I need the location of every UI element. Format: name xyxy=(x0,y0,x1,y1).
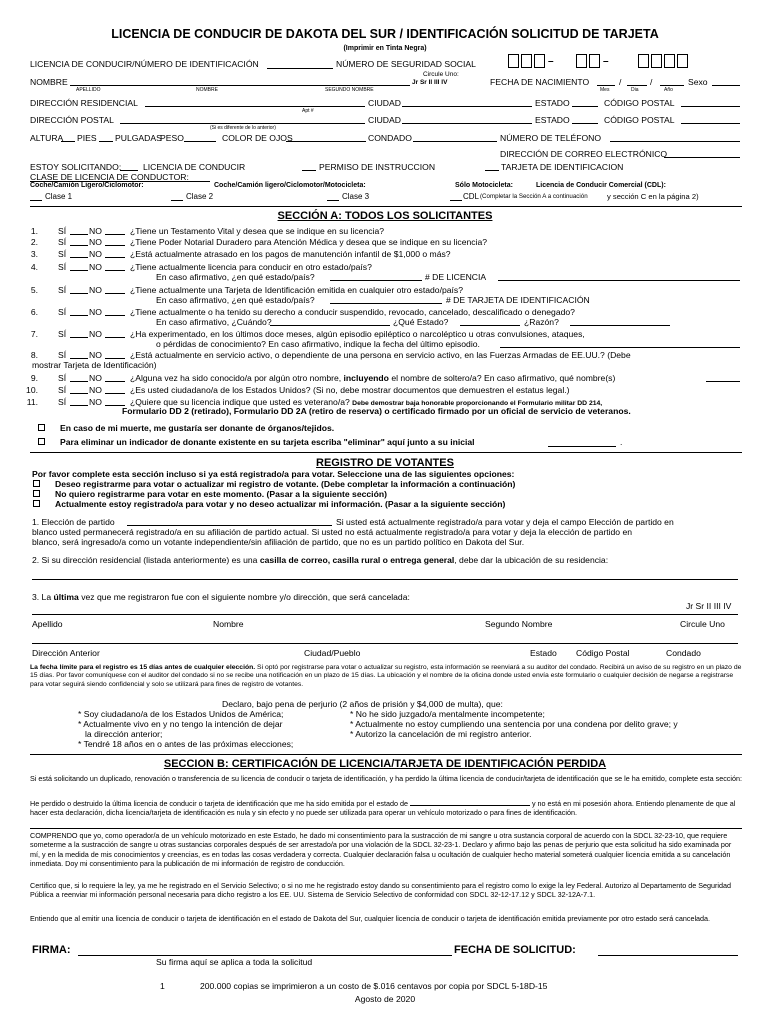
voter-intro: Por favor complete esta sección incluso si ya está registrado/a para votar. Seleccione una de las siguientes opciones: xyxy=(32,469,515,479)
yes-label: SÍ xyxy=(58,285,67,295)
declaration-5: * Actualmente no estoy cumpliendo una sentencia por una condena por delito grave; y xyxy=(350,719,678,729)
prior-apellido-caption: Apellido xyxy=(32,619,63,629)
prior-address-field[interactable] xyxy=(32,643,738,644)
prior-city-caption: Ciudad/Pueblo xyxy=(304,648,361,658)
prior-county-caption: Condado xyxy=(666,648,701,658)
phone-label: NÚMERO DE TELÉFONO xyxy=(500,133,602,143)
voter-title: REGISTRO DE VOTANTES xyxy=(316,457,454,469)
yes-blank[interactable] xyxy=(70,293,88,294)
question-text-1: ¿Tiene un Testamento Vital y desea que se indique en su licencia? xyxy=(130,226,384,236)
party-note-2: blanco usted permanecerá registrado/a en su afiliación de partido actual. Si usted no está actualmente registrado/a para votar y deja la elección de partido en xyxy=(32,527,633,537)
question-number: 11. xyxy=(26,397,38,407)
page-number: 1 xyxy=(160,981,165,991)
declaration-3: * Tendré 18 años en o antes de las próximas elecciones; xyxy=(78,739,294,749)
option-permit-blank[interactable] xyxy=(302,170,316,171)
implied-consent-text: COMPRENDO que yo, como operador/a de un vehículo motorizado en este Estado, he dado mi consentimiento para la sustracción de mi sangre u otra sustancia corporal de acuerdo con la SDCL 32-23-10, que requiere someterme a la sustracción de sangre u otras sustancias corporales después de ser arrestado/a por una violación de la SDCL 32-23-1. Declaro y afirmo bajo las penas de perjurio que esta solicitud ha sido examinada por mí, y en la medida de mis conocimientos y creencias, es en todas las cosas verdadera y correcta. Cualquier declaración falsa u ocultación de cualquier hecho material someterá cualquier licencia emitida a su cancelación inmediata. Doy mi consentimiento para la publicación de mi información de registro de conducción. xyxy=(30,831,732,869)
question-number: 8. xyxy=(30,350,38,360)
phone-field[interactable] xyxy=(610,141,740,142)
signature-field[interactable] xyxy=(78,955,452,956)
q4-license-field[interactable] xyxy=(498,280,740,281)
declaration-1: * Soy ciudadano/a de los Estados Unidos de América; xyxy=(78,709,284,719)
postal-zip-label: CÓDIGO POSTAL xyxy=(604,115,675,125)
no-label: NO xyxy=(89,397,102,407)
question-number: 1. xyxy=(30,226,38,236)
prior-name-field[interactable] xyxy=(32,614,738,615)
mes-caption: Mes xyxy=(600,87,610,93)
prior-segundo-caption: Segundo Nombre xyxy=(485,619,553,629)
cdl-blank[interactable] xyxy=(450,200,462,201)
signature-note: Su firma aquí se aplica a toda la solicitud xyxy=(156,957,313,967)
postal-state-label: ESTADO xyxy=(535,115,570,125)
prior-circule-caption: Circule Uno xyxy=(680,619,725,629)
q4-license-label: # DE LICENCIA xyxy=(425,272,487,282)
class3-heading: Sólo Motocicleta: xyxy=(455,182,513,189)
option-license-blank[interactable] xyxy=(120,170,138,171)
prior-zip-caption: Código Postal xyxy=(576,648,630,658)
section-b-title: SECCION B: CERTIFICACIÓN DE LICENCIA/TARJETA DE IDENTIFICACIÓN PERDIDA xyxy=(163,758,607,770)
email-field[interactable] xyxy=(664,157,740,158)
license-number-label: LICENCIA DE CONDUCIR/NÚMERO DE IDENTIFICACIÓN xyxy=(30,59,259,69)
res-zip-label: CÓDIGO POSTAL xyxy=(604,98,675,108)
section-b-intro: Si está solicitando un duplicado, renovación o transferencia de su licencia de conducir o tarjeta de identificación, y ha perdido la última licencia de conducir/tarjeta de identificación que se le ha emitido, complete esta sección: xyxy=(30,774,742,783)
yes-blank[interactable] xyxy=(70,234,88,235)
class2-blank[interactable] xyxy=(171,200,183,201)
question-number: 7. xyxy=(30,329,38,339)
res-city-field[interactable] xyxy=(402,106,532,107)
option-license-label: LICENCIA DE CONDUCIR xyxy=(143,162,246,172)
registration-deadline-notice: La fecha límite para el registro es 15 días antes de cualquier elección. Si optó por registrarse para votar o actualizar su registro, esta información se reenviará a su auditor del condado. Recibirá un aviso de su registro en un plazo de 15 días. Por favor comuníquese con el auditor del condado si no se recibe una notificación en un plazo de 15 días. La ubicación y el nombre de la oficina donde usted envía este formulario o cualquier decisión de negarse a registrarse para votar seguirá siendo confidencial y solo se utilizará para fines de registro de votantes. xyxy=(30,664,742,688)
class1-blank[interactable] xyxy=(30,200,42,201)
application-date-label: FECHA DE SOLICITUD: xyxy=(454,944,576,956)
res-state-field[interactable] xyxy=(572,106,598,107)
dob-month-field[interactable] xyxy=(597,85,615,86)
dob-label: FECHA DE NACIMIENTO xyxy=(490,77,590,87)
q7-line-2: o pérdidas de conocimiento? En caso afirmativo, indique la fecha del último episodio. xyxy=(156,339,480,349)
q6-reason-field[interactable] xyxy=(570,325,670,326)
cdl-note-2: y sección C en la página 2) xyxy=(607,192,699,201)
residential-address-label: DIRECCIÓN RESIDENCIAL xyxy=(30,98,138,108)
option-permit-label: PERMISO DE INSTRUCCION xyxy=(319,162,436,172)
question-number: 5. xyxy=(30,285,38,295)
no-blank[interactable] xyxy=(105,293,125,294)
dob-day-field[interactable] xyxy=(627,85,647,86)
res-city-label: CIUDAD xyxy=(368,98,401,108)
declaration-2: * Actualmente vivo en y no tengo la intención de dejar xyxy=(78,719,283,729)
revision-date: Agosto de 2020 xyxy=(354,994,416,1004)
remove-donor-text: Para eliminar un indicador de donante existente en su tarjeta escriba "eliminar" aquí junto a su inicial xyxy=(60,437,475,447)
yes-blank[interactable] xyxy=(70,393,88,394)
yes-label: SÍ xyxy=(58,249,67,259)
weight-field[interactable] xyxy=(184,141,216,142)
no-blank[interactable] xyxy=(105,393,125,394)
question-number: 2. xyxy=(30,237,38,247)
no-blank[interactable] xyxy=(105,337,125,338)
postal-city-label: CIUDAD xyxy=(368,115,401,125)
prior-address-caption: Dirección Anterior xyxy=(32,648,100,658)
declaration-4: * No he sido juzgado/a mentalmente incompetente; xyxy=(350,709,545,719)
no-blank[interactable] xyxy=(105,245,125,246)
yes-blank[interactable] xyxy=(70,405,88,406)
divider xyxy=(30,828,742,829)
yes-blank[interactable] xyxy=(70,270,88,271)
apt-caption: Apt # xyxy=(302,108,314,114)
party-choice-label: 1. Elección de partido xyxy=(32,517,115,527)
prior-state-caption: Estado xyxy=(530,648,557,658)
q8-line-2: mostrar Tarjeta de Identificación) xyxy=(32,360,157,370)
cdl-heading: Licencia de Conducir Comercial (CDL): xyxy=(536,182,666,189)
q6-state-field[interactable] xyxy=(460,325,520,326)
apellido-caption: APELLIDO xyxy=(76,87,101,93)
circle-one-label: Circule Uno: xyxy=(423,71,459,78)
q7-date-field[interactable] xyxy=(500,347,740,348)
segundo-nombre-caption: SEGUNDO NOMBRE xyxy=(325,87,374,93)
prior-suffix-options[interactable]: Jr Sr II III IV xyxy=(686,601,732,611)
application-date-field[interactable] xyxy=(598,955,738,956)
question-text-5: ¿Tiene actualmente una Tarjeta de Identificación emitida en cualquier otro estado/país? xyxy=(130,285,463,295)
no-blank[interactable] xyxy=(105,358,125,359)
selective-service-text: Certifico que, si lo requiere la ley, ya me he registrado en el Servicio Selectivo; o si no me he registrado estoy dando su consentimiento para el registro como lo exige la ley Federal. Autorizo al Departamento de Seguridad Pública a reenviar mi información personal necesaria para dicho registro a los EE. UU. Sistema de Servicio Selectivo de conformidad con SDCL 32-12-17.12 y SDCL 32-12A-7.1. xyxy=(30,881,732,900)
yes-blank[interactable] xyxy=(70,337,88,338)
question-text-9: ¿Alguna vez ha sido conocido/a por algún otro nombre, incluyendo el nombre de soltero/a? En caso afirmativo, qué nombre(s) xyxy=(130,373,616,383)
res-state-label: ESTADO xyxy=(535,98,570,108)
ssn-label: NÚMERO DE SEGURIDAD SOCIAL xyxy=(336,59,476,69)
yes-label: SÍ xyxy=(58,262,67,272)
postal-address-field[interactable] xyxy=(120,123,365,124)
license-class-label: CLASE DE LICENCIA DE CONDUCTOR: xyxy=(30,172,189,182)
yes-blank[interactable] xyxy=(70,315,88,316)
class3-label: Clase 3 xyxy=(342,192,370,201)
prior-registration-label: 3. La última vez que me registraron fue con el siguiente nombre y/o dirección, que será cancelada: xyxy=(32,592,410,602)
question-number: 10. xyxy=(26,385,38,395)
rural-address-label: 2. Si su dirección residencial (listada anteriormente) es una casilla de correo, casilla rural o entrega general, debe dar la ubicación de su residencia: xyxy=(32,555,609,565)
yes-label: SÍ xyxy=(58,329,67,339)
no-label: NO xyxy=(89,350,102,360)
postal-zip-field[interactable] xyxy=(681,123,740,124)
dia-caption: Dia xyxy=(631,87,639,93)
height-label: ALTURA xyxy=(30,133,64,143)
yes-label: SÍ xyxy=(58,373,67,383)
no-blank[interactable] xyxy=(105,381,125,382)
q6-reason-label: ¿Razón? xyxy=(524,317,559,327)
lost-license-state-field[interactable] xyxy=(410,805,530,806)
res-zip-field[interactable] xyxy=(681,106,740,107)
q4-state-field[interactable] xyxy=(330,280,422,281)
organ-donor-text: En caso de mi muerte, me gustaría ser donante de órganos/tejidos. xyxy=(60,423,335,433)
postal-address-label: DIRECCIÓN POSTAL xyxy=(30,115,114,125)
party-note-1: Si usted está actualmente registrado/a para votar y deja el campo Elección de partido en xyxy=(336,517,674,527)
other-names-field[interactable] xyxy=(706,381,740,382)
no-label: NO xyxy=(89,385,102,395)
question-number: 9. xyxy=(30,373,38,383)
yes-blank[interactable] xyxy=(70,257,88,258)
yes-label: SÍ xyxy=(58,397,67,407)
license-number-field[interactable] xyxy=(267,68,333,69)
question-number: 4. xyxy=(30,262,38,272)
q5-state-field[interactable] xyxy=(330,303,442,304)
name-suffix-options[interactable]: Jr Sr II III IV xyxy=(412,79,448,86)
question-text-3: ¿Está actualmente atrasado en los pagos de manutención infantil de $1,000 o más? xyxy=(130,249,451,259)
sexo-field[interactable] xyxy=(712,85,740,86)
q5-state-label: En caso afirmativo, ¿en qué estado/país? xyxy=(156,295,315,305)
cdl-note: (Completar la Sección A a continuación xyxy=(480,193,588,200)
question-number: 3. xyxy=(30,249,38,259)
question-text-7: ¿Ha experimentado, en los últimos doce meses, algún episodio epiléptico o narcoléptico u otras convulsiones, ataques, xyxy=(130,329,585,339)
county-label: CONDADO xyxy=(368,133,412,143)
county-field[interactable] xyxy=(413,141,497,142)
inches-label: PULGADAS xyxy=(115,133,162,143)
question-text-8: ¿Está actualmente en servicio activo, o dependiente de una persona en servicio activo, en las Fuerzas Armadas de EE.UU.? (Debe xyxy=(130,350,631,360)
class1-heading: Coche/Camión Ligero/Ciclomotor: xyxy=(30,182,144,189)
sexo-label: Sexo xyxy=(688,77,708,87)
postal-state-field[interactable] xyxy=(572,123,598,124)
voter-option-2-checkbox[interactable] xyxy=(33,490,40,497)
option-id-label: TARJETA DE IDENTIFICACION xyxy=(501,162,624,172)
voter-option-1-checkbox[interactable] xyxy=(33,480,40,487)
postal-city-field[interactable] xyxy=(402,123,532,124)
yes-blank[interactable] xyxy=(70,358,88,359)
perjury-oath: Declaro, bajo pena de perjurio (2 años de prisión y $4,000 de multa), que: xyxy=(222,699,503,709)
yes-blank[interactable] xyxy=(70,245,88,246)
q6-state-label: ¿Qué Estado? xyxy=(393,317,449,327)
class2-heading: Coche/Camión ligero/Ciclomotor/Motocicleta: xyxy=(214,182,366,189)
height-inches-field[interactable] xyxy=(99,141,113,142)
yes-label: SÍ xyxy=(58,307,67,317)
signature-label: FIRMA: xyxy=(32,944,71,956)
question-text-11: ¿Quiere que su licencia indique que usted es veterano/a? Debe demostrar baja honorable proporcionando el Formulario militar DD 214, xyxy=(130,397,603,407)
printing-cost-note: 200.000 copias se imprimieron a un costo de $.016 centavos por copia por SDCL 5-18D-15 xyxy=(200,981,548,991)
voter-option-3-checkbox[interactable] xyxy=(33,500,40,507)
class3-blank[interactable] xyxy=(327,200,339,201)
no-blank[interactable] xyxy=(105,315,125,316)
class1-label: Clase 1 xyxy=(45,192,73,201)
declaration-2b: la dirección anterior; xyxy=(85,729,163,739)
cancellation-text: Entiendo que al emitir una licencia de conducir o tarjeta de identificación en el estado de Dakota del Sur, cualquier licencia de conducir o tarjeta de identificación emitida previamente por otro estado será cancelada. xyxy=(30,914,711,923)
q5-id-label: # DE TARJETA DE IDENTIFICACIÓN xyxy=(446,295,590,305)
q11-line-2: Formulario DD 2 (retirado), Formulario DD 2A (retiro de reserva) o certificado firmado por un oficial de servicio de veteranos. xyxy=(122,406,631,416)
organ-donor-checkbox[interactable] xyxy=(38,424,45,431)
yes-label: SÍ xyxy=(58,350,67,360)
no-label: NO xyxy=(89,262,102,272)
remove-donor-initial-field[interactable] xyxy=(548,446,616,447)
class2-label: Clase 2 xyxy=(186,192,214,201)
option-id-blank[interactable] xyxy=(485,170,499,171)
name-label: NOMBRE xyxy=(30,77,68,87)
q4-state-label: En caso afirmativo, ¿en qué estado/país? xyxy=(156,272,315,282)
nombre-caption: NOMBRE xyxy=(196,87,218,93)
divider xyxy=(30,754,742,755)
question-text-6: ¿Tiene actualmente o ha tenido su derecho a conducir suspendido, revocado, cancelado, descalificado o denegado? xyxy=(130,307,575,317)
q6-when-field[interactable] xyxy=(270,325,390,326)
no-label: NO xyxy=(89,373,102,383)
party-note-3: blanco, será ingresado/a como un votante independiente/sin afiliación de partido, que no es un partido político en Dakota del Sur. xyxy=(32,537,525,547)
if-different-caption: (Si es diferente de lo anterior) xyxy=(210,125,276,131)
declaration-6: * Autorizo la cancelación de mi registro anterior. xyxy=(350,729,532,739)
yes-label: SÍ xyxy=(58,226,67,236)
residential-address-field[interactable] xyxy=(145,106,365,107)
no-label: NO xyxy=(89,249,102,259)
section-b-statement: He perdido o destruido la última licencia de conducir o tarjeta de identificación que me ha sido emitida por el estado de y no está en mi posesión ahora. Entiendo plenamente de que al hacer esta declaración, dicha licencia/tarjeta de identificación es nula y sin efecto y no puede ser utilizada para operar un vehículo motorizado o para fines de identificación. xyxy=(30,799,736,818)
no-label: NO xyxy=(89,285,102,295)
no-label: NO xyxy=(89,307,102,317)
divider xyxy=(30,452,742,453)
yes-label: SÍ xyxy=(58,237,67,247)
voter-option-2: No quiero registrarme para votar en este momento. (Pasar a la siguiente sección) xyxy=(55,489,387,499)
party-choice-field[interactable] xyxy=(127,525,332,526)
voter-option-1: Deseo registrarme para votar o actualizar mi registro de votante. (Debe completar la información a continuación) xyxy=(55,479,516,489)
no-label: NO xyxy=(89,329,102,339)
residence-location-field[interactable] xyxy=(32,579,738,580)
question-text-4: ¿Tiene actualmente licencia para conducir en otro estado/país? xyxy=(130,262,372,272)
dob-year-field[interactable] xyxy=(660,85,684,86)
yes-blank[interactable] xyxy=(70,381,88,382)
feet-label: PIES xyxy=(77,133,97,143)
eye-color-field[interactable] xyxy=(286,141,366,142)
no-label: NO xyxy=(89,226,102,236)
question-number: 6. xyxy=(30,307,38,317)
no-label: NO xyxy=(89,237,102,247)
applying-for-label: ESTOY SOLICITANDO: xyxy=(30,162,122,172)
section-a-title: SECCIÓN A: TODOS LOS SOLICITANTES xyxy=(277,210,493,222)
no-blank[interactable] xyxy=(105,234,125,235)
no-blank[interactable] xyxy=(105,257,125,258)
ano-caption: Año xyxy=(664,87,673,93)
height-feet-field[interactable] xyxy=(61,141,75,142)
form-subtitle: (Imprimir en Tinta Negra) xyxy=(343,45,427,52)
cdl-label: CDL xyxy=(463,192,480,201)
question-text-2: ¿Tiene Poder Notarial Duradero para Atención Médica y desea que se indique en su licencia? xyxy=(130,237,488,247)
no-blank[interactable] xyxy=(105,270,125,271)
form-title: LICENCIA DE CONDUCIR DE DAKOTA DEL SUR / IDENTIFICACIÓN SOLICITUD DE TARJETA xyxy=(111,27,659,41)
voter-option-3: Actualmente estoy registrado/a para votar y no deseo actualizar mi información. (Pasar a la siguiente sección) xyxy=(55,499,506,509)
prior-nombre-caption: Nombre xyxy=(213,619,244,629)
name-field[interactable] xyxy=(70,85,410,86)
yes-label: SÍ xyxy=(58,385,67,395)
application-form-page: LICENCIA DE CONDUCIR DE DAKOTA DEL SUR / IDENTIFICACIÓN SOLICITUD DE TARJETA (Imprimir en Tinta Negra) LICENCIA DE CONDUCIR/NÚMERO DE IDENTIFICACIÓN NÚMERO DE SEGURIDAD SOCIAL – – NOMBRE Circule Uno: Jr Sr II III IV APELLIDO NOMBRE SEGUNDO NOMBRE FECHA DE NACIMIENTO / / Mes Dia Año Sexo DIRECCIÓN RESIDENCIAL CIUDAD ESTADO CÓDIGO POSTAL Apt # DIRECCIÓN POSTAL CIUDAD ESTADO CÓDIGO POSTAL (Si es diferente de lo anterior) ALTURA PIES PULGADAS PESO COLOR DE OJOS CONDADO NÚMERO DE TELÉFONO DIRECCIÓN DE CORREO ELECTRÓNICO ESTOY SOLICITANDO: LICENCIA DE CONDUCIR PERMISO DE INSTRUCCION TARJETA DE IDENTIFICACION CLASE DE LICENCIA DE CONDUCTOR: Coche/Camión Ligero/Ciclomotor: Coche/Camión ligero/Ciclomotor/Motocicleta: Sólo Motocicleta: Licencia de Conducir Comercial (CDL): Clase 1 Clase 2 Clase 3 CDL (Completar la Sección A a continuación y sección C en la página 2) SECCIÓN A: TODOS LOS SOLICITANTES 1. SÍ NO ¿Tiene un Testamento Vital y desea que se indique en su licencia? 2. SÍ NO ¿Tiene Poder Notarial Duradero para Atención Médica y desea que se indique en su licencia? 3. SÍ NO ¿Está actualmente atrasado en los pagos de manutención infantil de $1,000 o más? 4. SÍ NO ¿Tiene actualmente licencia para conducir en otro estado/país? 5. SÍ NO ¿Tiene actualmente una Tarjeta de Identificación emitida en cualquier otro estado/país? 6. SÍ NO ¿Tiene actualmente o ha tenido su derecho a conducir suspendido, revocado, cancelado, descalificado o denegado? 7. SÍ NO ¿Ha experimentado, en los últimos doce meses, algún episodio epiléptico o narcoléptico u otras convulsiones, ataques, 8. SÍ NO ¿Está actualmente en servicio activo, o dependiente de una persona en servicio activo, en las Fuerzas Armadas de EE.UU.? (Debe 9. SÍ NO ¿Alguna vez ha sido conocido/a por algún otro nombre, incluyendo el nombre de soltero/a? En caso afirmativo, qué nombre(s) 10. SÍ NO ¿Es usted ciudadano/a de los Estados Unidos? (Si no, debe mostrar documentos que demuestren el estatus legal.) 11. SÍ NO ¿Quiere que su licencia indique que usted es veterano/a? Debe demostrar baja honorable proporcionando el Formulario militar DD 214, En caso afirmativo, ¿en qué estado/país? # DE LICENCIA En caso afirmativo, ¿en qué estado/país? # DE TARJETA DE IDENTIFICACIÓN En caso afirmativo, ¿Cuándo? ¿Qué Estado? ¿Razón? o pérdidas de conocimiento? En caso afirmativo, indique la fecha del último episodio. mostrar Tarjeta de Identificación) Formulario DD 2 (retirado), Formulario DD 2A (retiro de reserva) o certificado firmado por un oficial de servicio de veteranos. En caso de mi muerte, me gustaría ser donante de órganos/tejidos. Para eliminar un indicador de donante existente en su tarjeta escriba "eliminar" aquí junto a su inicial . REGISTRO DE VOTANTES Por favor complete esta sección incluso si ya está registrado/a para votar. Seleccione una de las siguientes opciones: Deseo registrarme para votar o actualizar mi registro de votante. (Debe completar la información a continuación) No quiero registrarme para votar en este momento. (Pasar a la siguiente sección) Actualmente estoy registrado/a para votar y no deseo actualizar mi información. (Pasar a la siguiente sección) 1. Elección de partido Si usted está actualmente registrado/a para votar y deja el campo Elección de partido en blanco usted permanecerá registrado/a en su afiliación de partido actual. Si usted no está actualmente registrado/a para votar y deja la elección de partido en blanco, será ingresado/a como un votante independiente/sin afiliación de partido, que no es un partido político en Dakota del Sur. 2. Si su dirección residencial (listada anteriormente) es una casilla de correo, casilla rural o entrega general, debe dar la ubicación de su residencia: 3. La última vez que me registraron fue con el siguiente nombre y/o dirección, que será cancelada: Jr Sr II III IV Apellido Nombre Segundo Nombre Circule Uno Dirección Anterior Ciudad/Pueblo Estado Código Postal Condado La fecha límite para el registro es 15 días antes de cualquier elección. Si optó por registrarse para votar o actualizar su registro, esta información se reenviará a su auditor del condado. Recibirá un aviso de su registro en un plazo de 15 días. Por favor comuníquese con el auditor del condado si no se recibe una notificación en un plazo de 15 días. La ubicación y el nombre de la oficina donde usted envía este formulario o cualquier decisión de negarse a registrarse para votar seguirá siendo confidencial y solo se utilizará para fines de registro de votantes. Declaro, bajo pena de perjurio (2 años de prisión y $4,000 de multa), que: * Soy ciudadano/a de los Estados Unidos de América; * Actualmente vivo en y no tengo la intención de dejar la dirección anterior; * Tendré 18 años en o antes de las próximas elecciones; * No he sido juzgado/a mentalmente incompetente; * Actualmente no estoy cumpliendo una sentencia por una condena por delito grave; y * Autorizo la cancelación de mi registro anterior. SECCION B: CERTIFICACIÓN DE LICENCIA/TARJETA DE IDENTIFICACIÓN PERDIDA Si está solicitando un duplicado, renovación o transferencia de su licencia de conducir o tarjeta de identificación, y ha perdido la última licencia de conducir/tarjeta de identificación que se le ha emitido, complete esta sección: He perdido o destruido la última licencia de conducir o tarjeta de identificación que me ha sido emitida por el estado de y no está en mi posesión ahora. Entiendo plenamente de que al hacer esta declaración, dicha licencia/tarjeta de identificación es nula y sin efecto y no puede ser utilizada para operar un vehículo motorizado o para fines de identificación. COMPRENDO que yo, como operador/a de un vehículo motorizado en este Estado, he dado mi consentimiento para la sustracción de mi sangre u otra sustancia corporal de acuerdo con la SDCL 32-23-10, que requiere someterme a la sustracción de sangre u otras sustancias corporales después de ser arrestado/a por una violación de la SDCL 32-23-1. Declaro y afirmo bajo las penas de perjurio que esta solicitud ha sido examinada por mí, y en la medida de mis conocimientos y creencias, es en todas las cosas verdadera y correcta. Cualquier declaración falsa u ocultación de cualquier hecho material someterá cualquier licencia emitida a su cancelación inmediata. Doy mi consentimiento para la publicación de mi información de registro de conducción. Certifico que, si lo requiere la ley, ya me he registrado en el Servicio Selectivo; o si no me he registrado estoy dando su consentimiento para el registro como lo exige la ley Federal. Autorizo al Departamento de Seguridad Pública a reenviar mi información personal necesaria para dicho registro a los EE. UU. Sistema de Servicio Selectivo de conformidad con SDCL 32-12-17.12 y SDCL 32-12A-7.1. Entiendo que al emitir una licencia de conducir o tarjeta de identificación en el estado de Dakota del Sur, cualquier licencia de conducir o tarjeta de identificación emitida previamente por otro estado será cancelada. FIRMA: FECHA DE SOLICITUD: Su firma aquí se aplica a toda la solicitud 1 200.000 copias se imprimieron a un costo de $.016 centavos por copia por SDCL 5-18D-15 Agosto de 2020 xyxy=(0,0,770,1024)
divider xyxy=(30,206,742,207)
email-label: DIRECCIÓN DE CORREO ELECTRÓNICO xyxy=(500,149,668,159)
question-text-10: ¿Es usted ciudadano/a de los Estados Unidos? (Si no, debe mostrar documentos que demuestren el estatus legal.) xyxy=(130,385,570,395)
weight-label: PESO xyxy=(160,133,184,143)
remove-donor-checkbox[interactable] xyxy=(38,438,45,445)
q6-when-label: En caso afirmativo, ¿Cuándo? xyxy=(156,317,272,327)
eye-color-label: COLOR DE OJOS xyxy=(222,133,293,143)
